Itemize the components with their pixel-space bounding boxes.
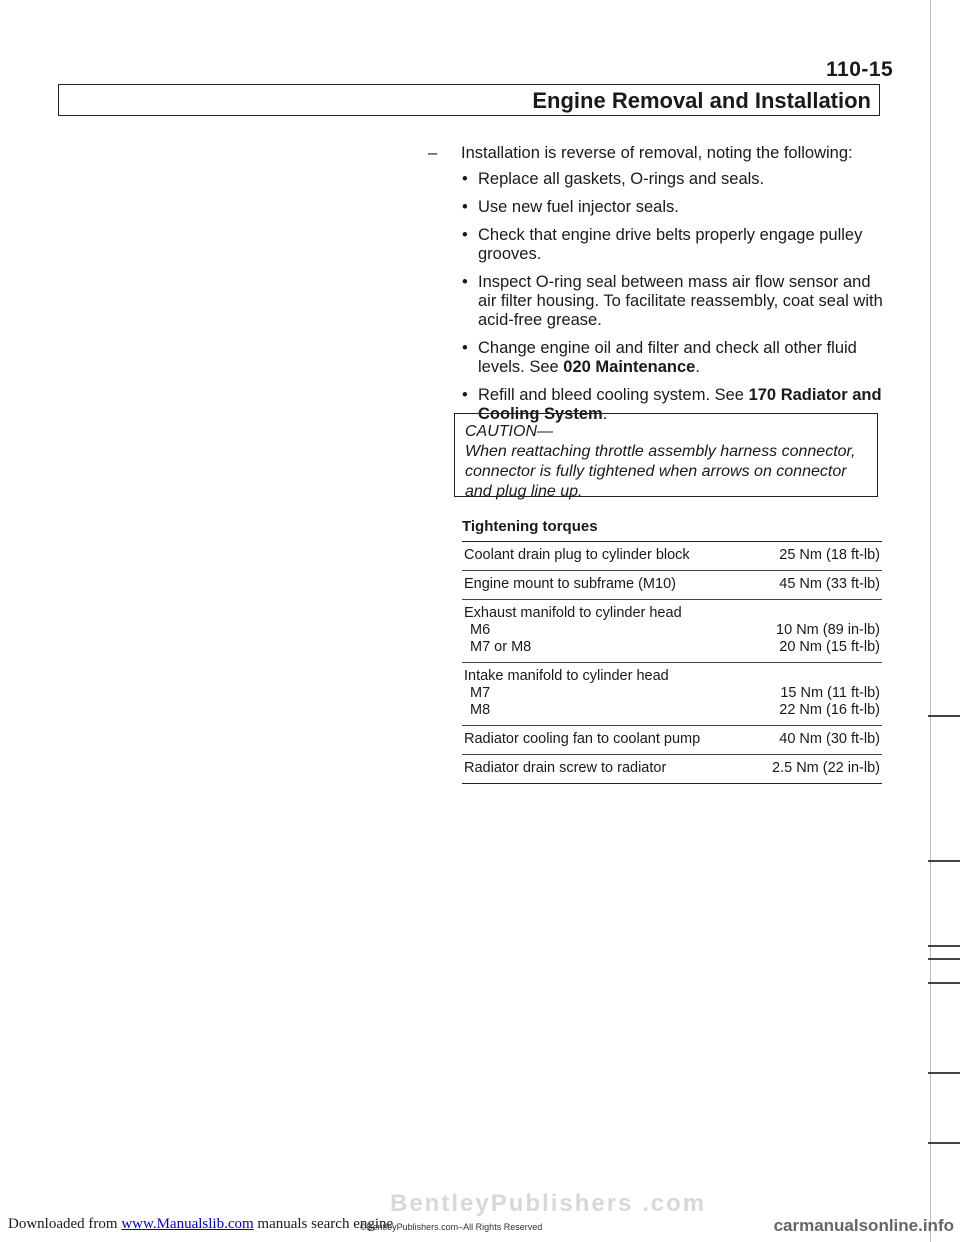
bullet-icon: • <box>462 198 468 216</box>
torque-table <box>462 518 882 784</box>
list-item: • Refill and bleed cooling system. See 170 Radiator and Cooling System. <box>462 386 882 423</box>
margin-tick <box>928 715 960 717</box>
table-row: Exhaust manifold to cylinder head M6 10 Nm (89 in-lb) M7 or M8 20 Nm (15 ft-lb) <box>462 600 882 663</box>
margin-tick <box>928 958 960 960</box>
margin-rule <box>930 0 931 1242</box>
margin-tick <box>928 860 960 862</box>
table-row: Radiator cooling fan to coolant pump 40 Nm (30 ft-lb) <box>462 726 882 755</box>
page-edge-marks <box>918 0 960 1242</box>
section-header <box>58 84 880 116</box>
bullet-icon: • <box>462 339 468 357</box>
torque-table-heading: Tightening torques <box>462 518 882 542</box>
cooling-system-reference: 170 Radiator and Cooling System <box>478 386 882 423</box>
table-row: Coolant drain plug to cylinder block 25 Nm (18 ft-lb) <box>462 542 882 571</box>
margin-tick <box>928 945 960 947</box>
step-dash: – <box>428 144 438 162</box>
table-row: Engine mount to subframe (M10) 45 Nm (33 ft-lb) <box>462 571 882 600</box>
bullet-icon: • <box>462 170 468 188</box>
page-number: 110-15 <box>826 58 894 81</box>
margin-tick <box>928 1142 960 1144</box>
copyright-notice: ©BentleyPublishers.com–All Rights Reserved <box>360 1222 543 1232</box>
list-item: • Inspect O-ring seal between mass air flow sensor and air filter housing. To facilitate reassembly, coat seal with acid-free grease. <box>462 273 883 329</box>
caution-title: CAUTION— <box>465 423 553 440</box>
margin-tick <box>928 1072 960 1074</box>
site-watermark: carmanualsonline.info <box>773 1216 954 1235</box>
download-notice: Downloaded from www.Manualslib.com manuals search engine <box>8 1216 394 1232</box>
margin-tick <box>928 982 960 984</box>
list-item: • Change engine oil and filter and check all other fluid levels. See 020 Maintenance. <box>462 339 857 376</box>
list-item: • Replace all gaskets, O-rings and seals. <box>462 170 765 188</box>
table-row: Intake manifold to cylinder head M7 15 Nm (11 ft-lb) M8 22 Nm (16 ft-lb) <box>462 663 882 726</box>
caution-text: When reattaching throttle assembly harness connector, connector is fully tightened when arrows on connector and plug line up. <box>465 443 856 500</box>
section-title: Engine Removal and Installation <box>532 88 871 113</box>
manualslib-link[interactable]: www.Manualslib.com <box>121 1216 254 1232</box>
publisher-watermark: BentleyPublishers .com <box>390 1190 707 1217</box>
table-row: Radiator drain screw to radiator 2.5 Nm (22 in-lb) <box>462 755 882 784</box>
bullet-icon: • <box>462 273 468 291</box>
list-item: • Use new fuel injector seals. <box>462 198 679 216</box>
maintenance-reference: 020 Maintenance <box>563 358 696 376</box>
caution-box <box>454 413 878 500</box>
list-item: • Check that engine drive belts properly engage pulley grooves. <box>462 226 863 263</box>
bullet-icon: • <box>462 226 468 244</box>
step-text: Installation is reverse of removal, noting the following: <box>461 144 853 162</box>
bullet-icon: • <box>462 386 468 404</box>
note-list <box>462 170 892 433</box>
